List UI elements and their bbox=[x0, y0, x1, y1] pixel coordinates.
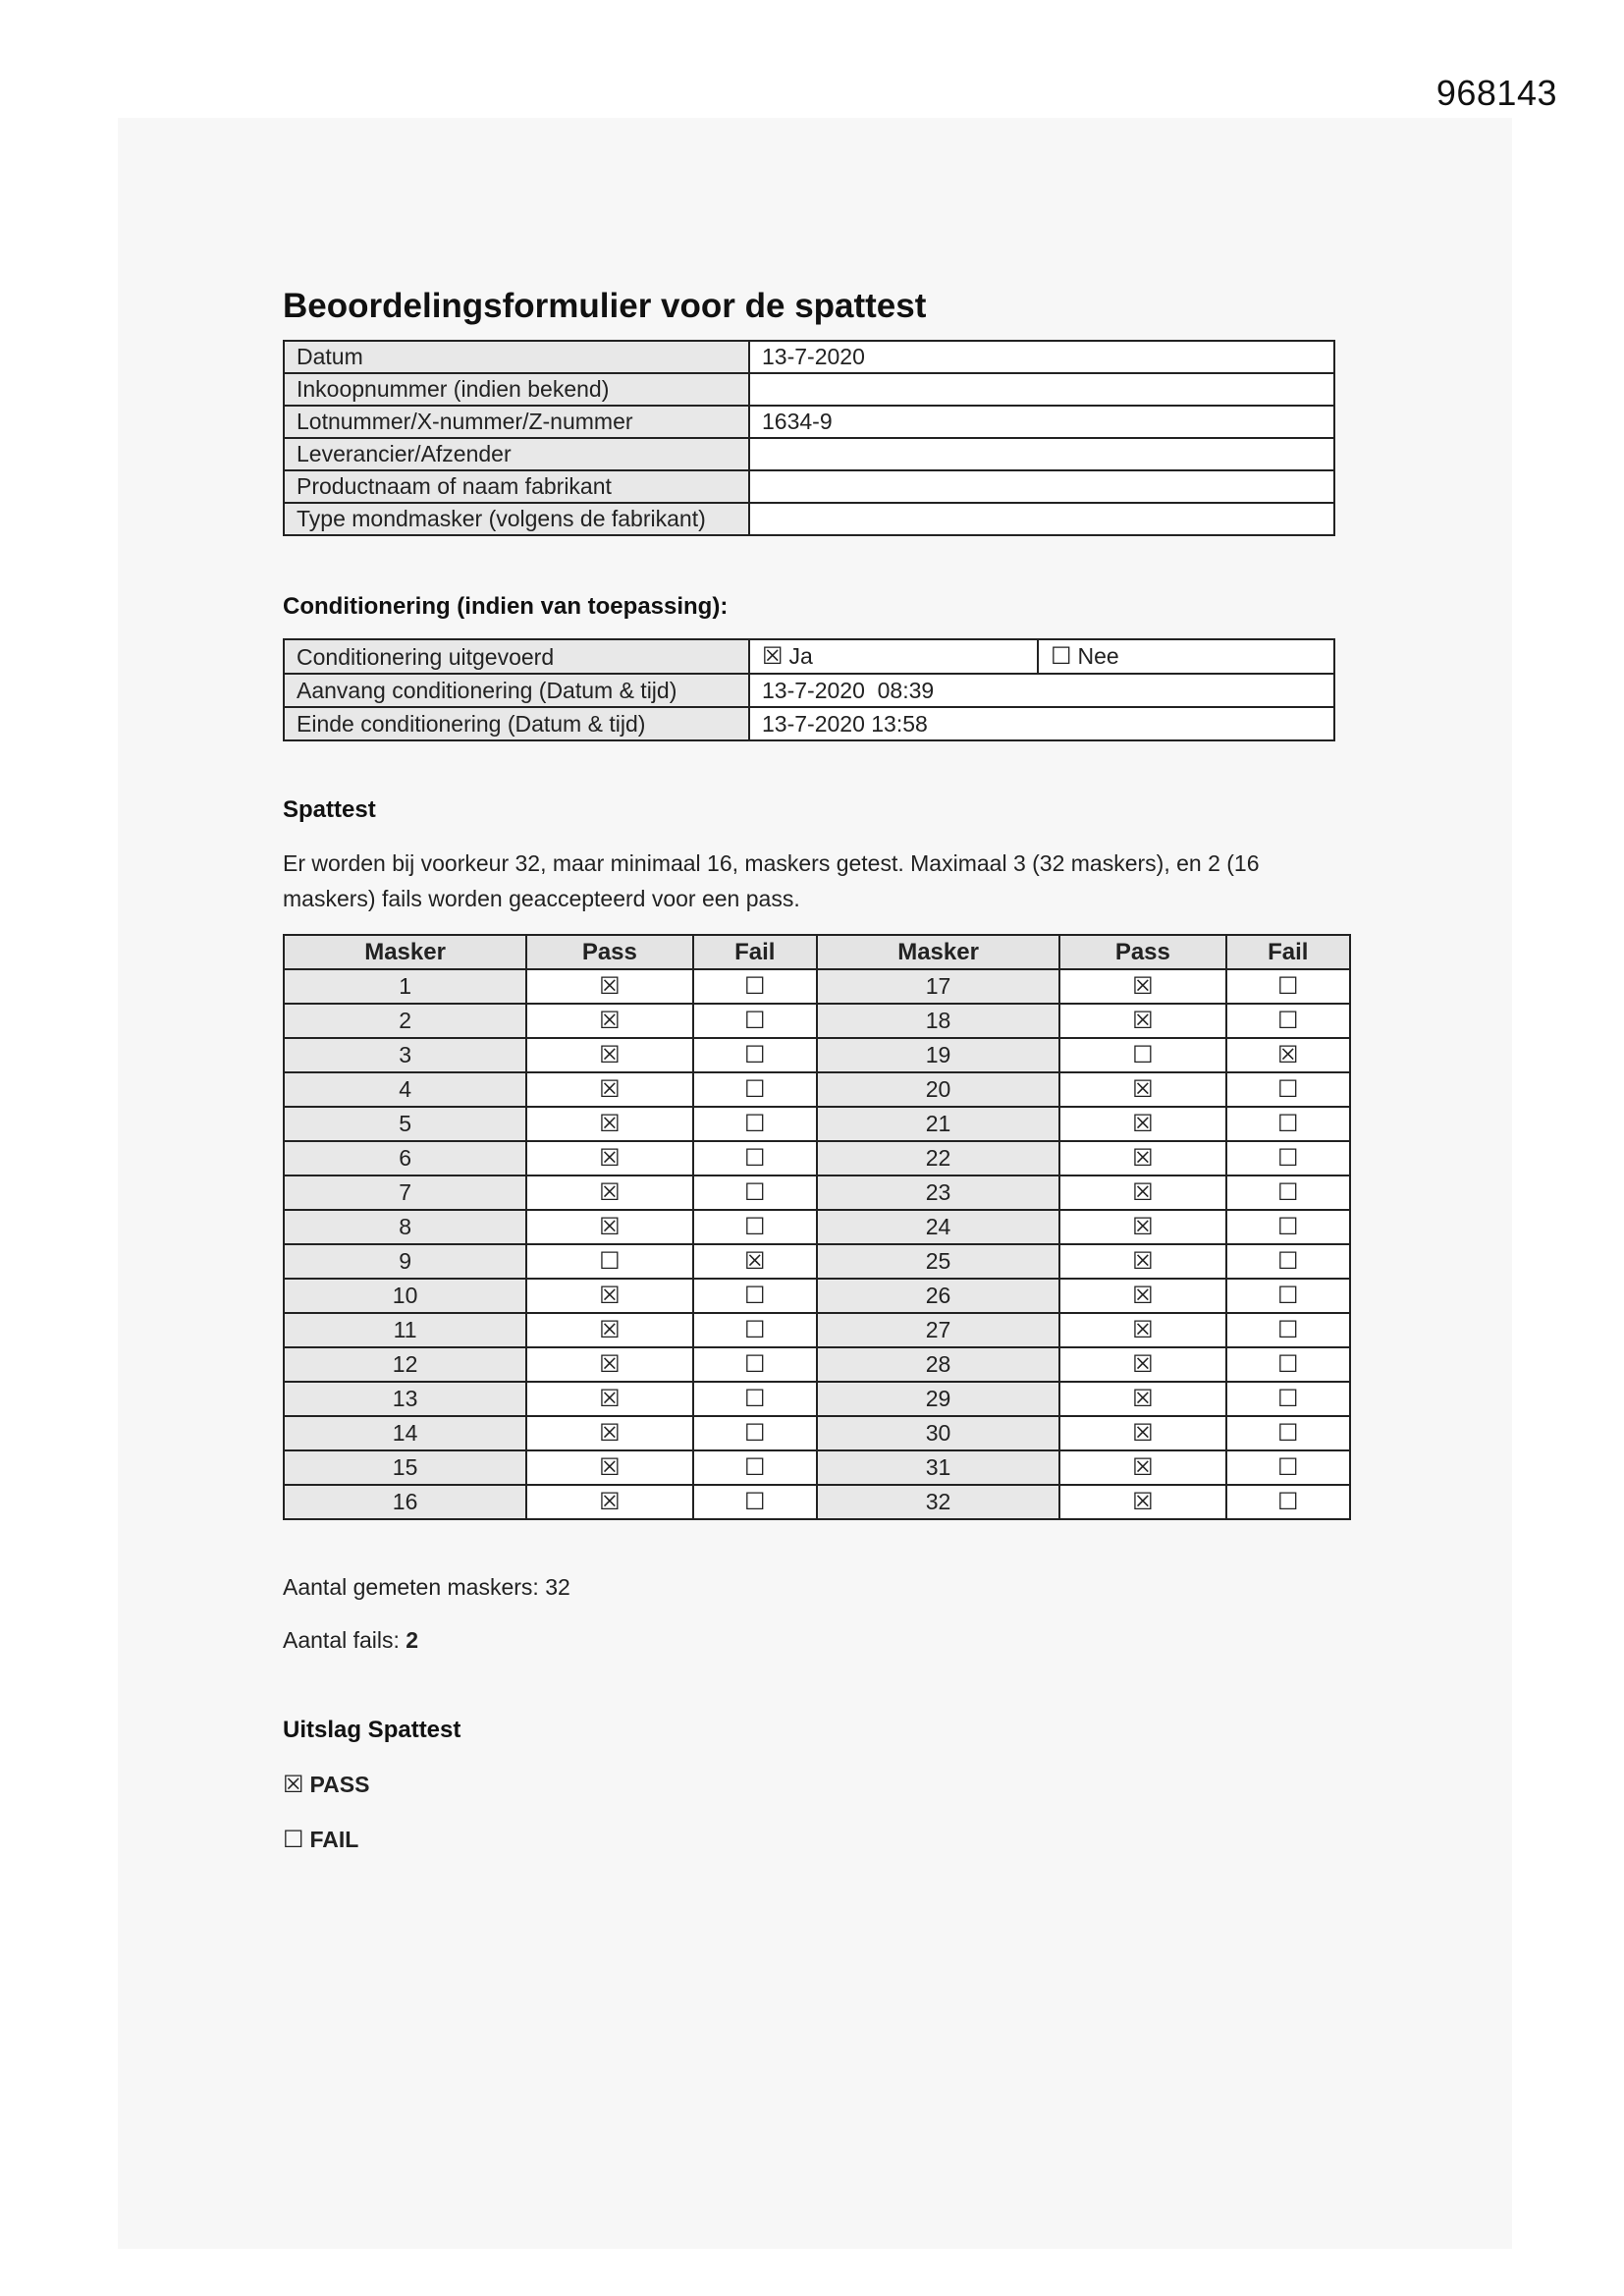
info-value[interactable] bbox=[749, 373, 1334, 406]
info-row bbox=[284, 470, 1334, 503]
pass-checkbox-icon[interactable]: ☒ bbox=[1059, 1450, 1225, 1485]
pass-checkbox-icon[interactable]: ☒ bbox=[526, 1210, 692, 1244]
measured-value: 32 bbox=[545, 1574, 570, 1600]
mask-number: 28 bbox=[817, 1347, 1059, 1382]
conditioning-yes-option[interactable] bbox=[749, 639, 1038, 674]
pass-label: PASS bbox=[309, 1772, 370, 1797]
fail-checkbox-icon[interactable]: ☐ bbox=[693, 1416, 817, 1450]
measured-label: Aantal gemeten maskers: bbox=[283, 1574, 539, 1600]
fail-checkbox-icon[interactable]: ☐ bbox=[693, 1485, 817, 1519]
fail-checkbox-icon[interactable]: ☐ bbox=[693, 969, 817, 1004]
conditioning-start-value[interactable]: 13-7-2020 08:39 bbox=[749, 674, 1334, 707]
pass-checkbox-icon[interactable]: ☒ bbox=[1059, 1279, 1225, 1313]
mask-results-header-row bbox=[284, 935, 1350, 969]
pass-checkbox-icon[interactable]: ☒ bbox=[526, 1382, 692, 1416]
mask-number: 19 bbox=[817, 1038, 1059, 1072]
mask-number: 31 bbox=[817, 1450, 1059, 1485]
header-pass: Pass bbox=[1059, 935, 1225, 969]
pass-checkbox-icon[interactable]: ☒ bbox=[526, 1072, 692, 1107]
measured-count bbox=[283, 1571, 1363, 1603]
mask-number: 16 bbox=[284, 1485, 526, 1519]
info-label: Inkoopnummer (indien bekend) bbox=[284, 373, 749, 406]
mask-number: 12 bbox=[284, 1347, 526, 1382]
conditioning-end-value[interactable]: 13-7-2020 13:58 bbox=[749, 707, 1334, 740]
table-row bbox=[284, 1244, 1350, 1279]
pass-checkbox-icon[interactable]: ☒ bbox=[1059, 1244, 1225, 1279]
info-value[interactable]: 13-7-2020 bbox=[749, 341, 1334, 373]
fails-count bbox=[283, 1624, 1363, 1656]
info-label: Leverancier/Afzender bbox=[284, 438, 749, 470]
conditioning-performed-row bbox=[284, 639, 1334, 674]
no-label: Nee bbox=[1077, 643, 1119, 669]
result-title: Uitslag Spattest bbox=[283, 1717, 461, 1743]
fail-checkbox-icon[interactable]: ☐ bbox=[693, 1004, 817, 1038]
info-value[interactable]: 1634-9 bbox=[749, 406, 1334, 438]
pass-checkbox-icon[interactable]: ☐ bbox=[1059, 1038, 1225, 1072]
mask-number: 6 bbox=[284, 1141, 526, 1175]
table-row bbox=[284, 1485, 1350, 1519]
fail-checkbox-icon[interactable]: ☐ bbox=[1226, 1347, 1350, 1382]
fail-checkbox-icon[interactable]: ☐ bbox=[1226, 1072, 1350, 1107]
result-fail-option[interactable] bbox=[283, 1823, 1363, 1856]
pass-checkbox-icon[interactable]: ☒ bbox=[283, 1772, 304, 1798]
fail-checkbox-icon[interactable]: ☐ bbox=[693, 1450, 817, 1485]
spattest-title: Spattest bbox=[283, 796, 376, 823]
info-row bbox=[284, 341, 1334, 373]
pass-checkbox-icon[interactable]: ☒ bbox=[1059, 1175, 1225, 1210]
fail-checkbox-icon[interactable]: ☐ bbox=[1226, 1382, 1350, 1416]
fail-checkbox-icon[interactable]: ☐ bbox=[1226, 1004, 1350, 1038]
info-row bbox=[284, 373, 1334, 406]
form-content bbox=[283, 283, 1363, 1878]
table-row bbox=[284, 1416, 1350, 1450]
pass-checkbox-icon[interactable]: ☒ bbox=[526, 1279, 692, 1313]
conditioning-end-row bbox=[284, 707, 1334, 740]
summary bbox=[283, 1571, 1363, 1656]
mask-number: 2 bbox=[284, 1004, 526, 1038]
fail-checkbox-icon[interactable]: ☐ bbox=[693, 1382, 817, 1416]
mask-number: 20 bbox=[817, 1072, 1059, 1107]
mask-number: 32 bbox=[817, 1485, 1059, 1519]
pass-checkbox-icon[interactable]: ☒ bbox=[526, 969, 692, 1004]
table-row bbox=[284, 1382, 1350, 1416]
fail-checkbox-icon[interactable]: ☐ bbox=[1226, 1313, 1350, 1347]
pass-checkbox-icon[interactable]: ☒ bbox=[526, 1313, 692, 1347]
header-masker: Masker bbox=[284, 935, 526, 969]
fail-checkbox-icon[interactable]: ☐ bbox=[693, 1210, 817, 1244]
fail-checkbox-icon[interactable]: ☐ bbox=[283, 1827, 304, 1853]
table-row bbox=[284, 969, 1350, 1004]
mask-number: 27 bbox=[817, 1313, 1059, 1347]
conditioning-start-label: Aanvang conditionering (Datum & tijd) bbox=[284, 674, 749, 707]
info-row bbox=[284, 438, 1334, 470]
mask-number: 7 bbox=[284, 1175, 526, 1210]
result-pass-option[interactable] bbox=[283, 1768, 1363, 1801]
table-row bbox=[284, 1279, 1350, 1313]
mask-number: 25 bbox=[817, 1244, 1059, 1279]
pass-checkbox-icon[interactable]: ☒ bbox=[1059, 969, 1225, 1004]
fails-value: 2 bbox=[406, 1627, 419, 1653]
form-title: Beoordelingsformulier voor de spattest bbox=[283, 287, 927, 325]
header-fail: Fail bbox=[693, 935, 817, 969]
fail-checkbox-icon[interactable]: ☐ bbox=[1226, 1210, 1350, 1244]
no-checkbox-icon[interactable]: ☐ bbox=[1051, 643, 1072, 670]
mask-number: 11 bbox=[284, 1313, 526, 1347]
fail-checkbox-icon[interactable]: ☐ bbox=[693, 1347, 817, 1382]
mask-number: 5 bbox=[284, 1107, 526, 1141]
mask-number: 18 bbox=[817, 1004, 1059, 1038]
spattest-intro: Er worden bij voorkeur 32, maar minimaal 16, maskers getest. Maximaal 3 (32 maskers), en 2 (16 maskers) fails worden geaccepteerd voor een pass. bbox=[283, 850, 1260, 911]
pass-checkbox-icon[interactable]: ☒ bbox=[1059, 1313, 1225, 1347]
fail-checkbox-icon[interactable]: ☐ bbox=[693, 1038, 817, 1072]
fail-checkbox-icon[interactable]: ☐ bbox=[1226, 1485, 1350, 1519]
fail-checkbox-icon[interactable]: ☐ bbox=[1226, 1279, 1350, 1313]
mask-number: 3 bbox=[284, 1038, 526, 1072]
table-row bbox=[284, 1347, 1350, 1382]
fail-checkbox-icon[interactable]: ☐ bbox=[693, 1072, 817, 1107]
mask-number: 22 bbox=[817, 1141, 1059, 1175]
header-pass: Pass bbox=[526, 935, 692, 969]
table-row bbox=[284, 1450, 1350, 1485]
pass-checkbox-icon[interactable]: ☒ bbox=[526, 1450, 692, 1485]
table-row bbox=[284, 1107, 1350, 1141]
mask-number: 10 bbox=[284, 1279, 526, 1313]
mask-number: 13 bbox=[284, 1382, 526, 1416]
pass-checkbox-icon[interactable]: ☒ bbox=[526, 1347, 692, 1382]
table-row bbox=[284, 1004, 1350, 1038]
header-fail: Fail bbox=[1226, 935, 1350, 969]
conditioning-performed-label: Conditionering uitgevoerd bbox=[284, 639, 749, 674]
fail-checkbox-icon[interactable]: ☐ bbox=[693, 1175, 817, 1210]
pass-checkbox-icon[interactable]: ☒ bbox=[526, 1038, 692, 1072]
pass-checkbox-icon[interactable]: ☒ bbox=[526, 1175, 692, 1210]
mask-number: 24 bbox=[817, 1210, 1059, 1244]
pass-checkbox-icon[interactable]: ☒ bbox=[526, 1485, 692, 1519]
mask-number: 15 bbox=[284, 1450, 526, 1485]
mask-number: 26 bbox=[817, 1279, 1059, 1313]
pass-checkbox-icon[interactable]: ☒ bbox=[1059, 1004, 1225, 1038]
info-label: Datum bbox=[284, 341, 749, 373]
pass-checkbox-icon[interactable]: ☒ bbox=[1059, 1382, 1225, 1416]
fail-checkbox-icon[interactable]: ☐ bbox=[693, 1141, 817, 1175]
pass-checkbox-icon[interactable]: ☒ bbox=[526, 1004, 692, 1038]
pass-checkbox-icon[interactable]: ☒ bbox=[1059, 1107, 1225, 1141]
table-row bbox=[284, 1038, 1350, 1072]
conditioning-table bbox=[283, 638, 1335, 741]
pass-checkbox-icon[interactable]: ☒ bbox=[1059, 1416, 1225, 1450]
pass-checkbox-icon[interactable]: ☒ bbox=[526, 1141, 692, 1175]
fail-checkbox-icon[interactable]: ☐ bbox=[1226, 1107, 1350, 1141]
fail-label: FAIL bbox=[309, 1827, 359, 1852]
mask-number: 21 bbox=[817, 1107, 1059, 1141]
pass-checkbox-icon[interactable]: ☒ bbox=[1059, 1347, 1225, 1382]
info-row bbox=[284, 406, 1334, 438]
info-value[interactable] bbox=[749, 470, 1334, 503]
pass-checkbox-icon[interactable]: ☒ bbox=[526, 1107, 692, 1141]
mask-number: 8 bbox=[284, 1210, 526, 1244]
mask-results-table bbox=[283, 934, 1351, 1520]
pass-checkbox-icon[interactable]: ☒ bbox=[1059, 1141, 1225, 1175]
yes-checkbox-icon[interactable]: ☒ bbox=[762, 643, 784, 670]
pass-checkbox-icon[interactable]: ☒ bbox=[1059, 1210, 1225, 1244]
mask-number: 30 bbox=[817, 1416, 1059, 1450]
table-row bbox=[284, 1175, 1350, 1210]
fail-checkbox-icon[interactable]: ☐ bbox=[1226, 1141, 1350, 1175]
fail-checkbox-icon[interactable]: ☒ bbox=[693, 1244, 817, 1279]
fail-checkbox-icon[interactable]: ☐ bbox=[1226, 1416, 1350, 1450]
mask-number: 4 bbox=[284, 1072, 526, 1107]
info-value[interactable] bbox=[749, 503, 1334, 535]
fail-checkbox-icon[interactable]: ☐ bbox=[693, 1279, 817, 1313]
conditioning-end-label: Einde conditionering (Datum & tijd) bbox=[284, 707, 749, 740]
pass-checkbox-icon[interactable]: ☐ bbox=[526, 1244, 692, 1279]
yes-label: Ja bbox=[788, 643, 813, 669]
fail-checkbox-icon[interactable]: ☐ bbox=[693, 1107, 817, 1141]
conditioning-no-option[interactable] bbox=[1038, 639, 1334, 674]
info-value[interactable] bbox=[749, 438, 1334, 470]
conditioning-title: Conditionering (indien van toepassing): bbox=[283, 593, 729, 620]
mask-number: 9 bbox=[284, 1244, 526, 1279]
table-row bbox=[284, 1210, 1350, 1244]
fail-checkbox-icon[interactable]: ☐ bbox=[1226, 969, 1350, 1004]
info-label: Type mondmasker (volgens de fabrikant) bbox=[284, 503, 749, 535]
pass-checkbox-icon[interactable]: ☒ bbox=[1059, 1485, 1225, 1519]
mask-number: 23 bbox=[817, 1175, 1059, 1210]
info-row bbox=[284, 503, 1334, 535]
fail-checkbox-icon[interactable]: ☐ bbox=[1226, 1244, 1350, 1279]
result-options bbox=[283, 1768, 1363, 1856]
fail-checkbox-icon[interactable]: ☐ bbox=[1226, 1450, 1350, 1485]
fail-checkbox-icon[interactable]: ☒ bbox=[1226, 1038, 1350, 1072]
mask-number: 1 bbox=[284, 969, 526, 1004]
fail-checkbox-icon[interactable]: ☐ bbox=[693, 1313, 817, 1347]
document-number: 968143 bbox=[1435, 73, 1557, 113]
pass-checkbox-icon[interactable]: ☒ bbox=[526, 1416, 692, 1450]
info-table bbox=[283, 340, 1335, 536]
pass-checkbox-icon[interactable]: ☒ bbox=[1059, 1072, 1225, 1107]
table-row bbox=[284, 1313, 1350, 1347]
mask-number: 14 bbox=[284, 1416, 526, 1450]
table-row bbox=[284, 1141, 1350, 1175]
header-masker: Masker bbox=[817, 935, 1059, 969]
fails-label: Aantal fails: bbox=[283, 1627, 400, 1653]
info-label: Productnaam of naam fabrikant bbox=[284, 470, 749, 503]
fail-checkbox-icon[interactable]: ☐ bbox=[1226, 1175, 1350, 1210]
conditioning-start-row bbox=[284, 674, 1334, 707]
mask-number: 17 bbox=[817, 969, 1059, 1004]
info-label: Lotnummer/X-nummer/Z-nummer bbox=[284, 406, 749, 438]
mask-number: 29 bbox=[817, 1382, 1059, 1416]
table-row bbox=[284, 1072, 1350, 1107]
